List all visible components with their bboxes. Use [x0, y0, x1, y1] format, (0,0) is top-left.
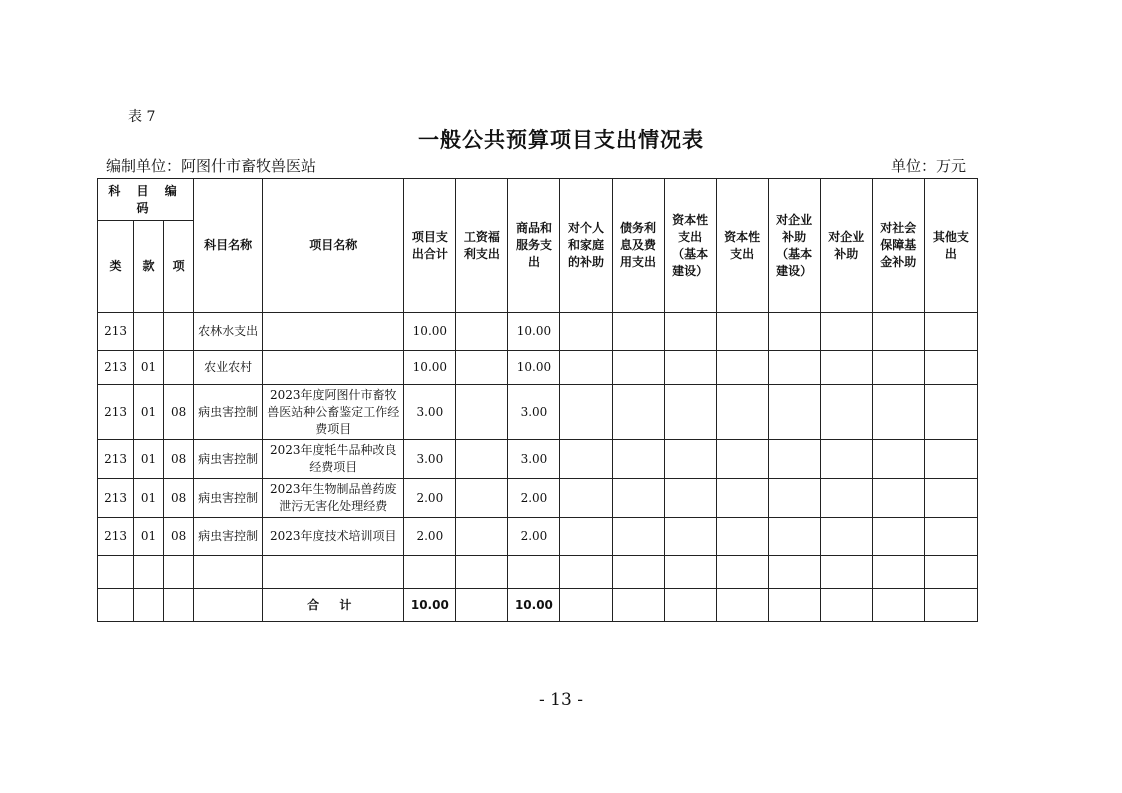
cell-capital-basic: [664, 518, 716, 556]
cell-personal: [560, 479, 612, 518]
cell-other: [924, 518, 977, 556]
cell-subject: 病虫害控制: [194, 518, 263, 556]
header-enterprise-basic: 对企业补助（基本建设）: [768, 179, 820, 313]
cell-social: [872, 351, 924, 385]
page-title: 一般公共预算项目支出情况表: [418, 128, 704, 152]
header-personal: 对个人和家庭的补助: [560, 179, 612, 313]
cell-enterprise: [820, 385, 872, 440]
total-label: 合 计: [263, 589, 404, 622]
empty-row: [98, 556, 978, 589]
cell-debt: [612, 313, 664, 351]
cell-personal: [560, 385, 612, 440]
cell-enterprise-basic: [768, 313, 820, 351]
cell-capital: [716, 479, 768, 518]
cell-total: 10.00: [404, 351, 456, 385]
header-capital: 资本性支出: [716, 179, 768, 313]
total-value: 10.00: [404, 589, 456, 622]
cell-social: [872, 313, 924, 351]
cell-capital-basic: [664, 479, 716, 518]
cell-lei: 213: [98, 385, 134, 440]
cell-capital: [716, 351, 768, 385]
cell-lei: 213: [98, 313, 134, 351]
cell-personal: [560, 351, 612, 385]
cell-enterprise: [820, 479, 872, 518]
cell-social: [872, 479, 924, 518]
cell-project: [263, 351, 404, 385]
header-xiang: 项: [164, 221, 194, 313]
cell-goods: 2.00: [508, 479, 560, 518]
table-row: [98, 440, 978, 479]
cell-enterprise-basic: [768, 440, 820, 479]
cell-personal: [560, 518, 612, 556]
cell-kuan: 01: [134, 351, 164, 385]
cell-wages: [456, 385, 508, 440]
cell-social: [872, 385, 924, 440]
header-goods: 商品和服务支出: [508, 179, 560, 313]
cell-xiang: [164, 313, 194, 351]
cell-project: 2023年度技术培训项目: [263, 518, 404, 556]
cell-other: [924, 351, 977, 385]
table-row: [98, 518, 978, 556]
header-debt: 债务利息及费用支出: [612, 179, 664, 313]
cell-lei: 213: [98, 440, 134, 479]
cell-capital: [716, 518, 768, 556]
cell-subject: 农林水支出: [194, 313, 263, 351]
cell-project: [263, 313, 404, 351]
cell-enterprise: [820, 351, 872, 385]
table-row: [98, 351, 978, 385]
cell-capital: [716, 313, 768, 351]
header-other: 其他支出: [924, 179, 977, 313]
header-lei: 类: [98, 221, 134, 313]
cell-debt: [612, 479, 664, 518]
table-row: [98, 479, 978, 518]
cell-enterprise: [820, 313, 872, 351]
header-project-name: 项目名称: [263, 179, 404, 313]
cell-wages: [456, 351, 508, 385]
cell-subject: 病虫害控制: [194, 440, 263, 479]
cell-capital: [716, 385, 768, 440]
cell-lei: 213: [98, 479, 134, 518]
cell-lei: 213: [98, 518, 134, 556]
cell-kuan: 01: [134, 385, 164, 440]
cell-subject: 农业农村: [194, 351, 263, 385]
cell-capital-basic: [664, 440, 716, 479]
table-row: [98, 313, 978, 351]
cell-enterprise-basic: [768, 351, 820, 385]
table-number: 表 7: [128, 109, 156, 125]
cell-xiang: 08: [164, 440, 194, 479]
cell-debt: [612, 440, 664, 479]
header-capital-basic: 资本性支出（基本建设）: [664, 179, 716, 313]
cell-goods: 10.00: [508, 313, 560, 351]
cell-other: [924, 479, 977, 518]
budget-table: [97, 178, 978, 622]
cell-kuan: 01: [134, 440, 164, 479]
cell-project: 2023年生物制品兽药废泄污无害化处理经费: [263, 479, 404, 518]
cell-wages: [456, 440, 508, 479]
header-enterprise: 对企业补助: [820, 179, 872, 313]
cell-social: [872, 440, 924, 479]
cell-debt: [612, 351, 664, 385]
cell-lei: 213: [98, 351, 134, 385]
header-social: 对社会保障基金补助: [872, 179, 924, 313]
cell-enterprise: [820, 440, 872, 479]
cell-capital: [716, 440, 768, 479]
header-subject-name: 科目名称: [194, 179, 263, 313]
cell-kuan: 01: [134, 518, 164, 556]
cell-wages: [456, 479, 508, 518]
cell-subject: 病虫害控制: [194, 479, 263, 518]
cell-total: 10.00: [404, 313, 456, 351]
currency-unit: 单位：万元: [891, 157, 967, 175]
cell-project: 2023年度牦牛品种改良经费项目: [263, 440, 404, 479]
cell-enterprise-basic: [768, 385, 820, 440]
cell-capital-basic: [664, 385, 716, 440]
cell-personal: [560, 313, 612, 351]
header-subject-code: 科 目 编 码: [98, 179, 194, 221]
cell-social: [872, 518, 924, 556]
cell-goods: 3.00: [508, 385, 560, 440]
cell-total: 2.00: [404, 518, 456, 556]
cell-debt: [612, 385, 664, 440]
cell-xiang: [164, 351, 194, 385]
cell-total: 3.00: [404, 440, 456, 479]
cell-wages: [456, 518, 508, 556]
cell-total: 2.00: [404, 479, 456, 518]
cell-capital-basic: [664, 313, 716, 351]
cell-other: [924, 385, 977, 440]
cell-total: 3.00: [404, 385, 456, 440]
table-row: [98, 385, 978, 440]
total-row: [98, 589, 978, 622]
cell-project: 2023年度阿图什市畜牧兽医站种公畜鉴定工作经费项目: [263, 385, 404, 440]
cell-other: [924, 440, 977, 479]
cell-subject: 病虫害控制: [194, 385, 263, 440]
cell-other: [924, 313, 977, 351]
cell-goods: 3.00: [508, 440, 560, 479]
cell-xiang: 08: [164, 479, 194, 518]
cell-xiang: 08: [164, 385, 194, 440]
cell-kuan: [134, 313, 164, 351]
cell-wages: [456, 313, 508, 351]
header-total: 项目支出合计: [404, 179, 456, 313]
cell-enterprise: [820, 518, 872, 556]
header-wages: 工资福利支出: [456, 179, 508, 313]
cell-capital-basic: [664, 351, 716, 385]
cell-goods: 10.00: [508, 351, 560, 385]
cell-xiang: 08: [164, 518, 194, 556]
page-number: - 13 -: [539, 690, 583, 710]
cell-personal: [560, 440, 612, 479]
cell-goods: 2.00: [508, 518, 560, 556]
cell-kuan: 01: [134, 479, 164, 518]
cell-enterprise-basic: [768, 479, 820, 518]
cell-debt: [612, 518, 664, 556]
total-goods: 10.00: [508, 589, 560, 622]
compiling-unit: 编制单位：阿图什市畜牧兽医站: [106, 157, 317, 175]
header-kuan: 款: [134, 221, 164, 313]
cell-enterprise-basic: [768, 518, 820, 556]
